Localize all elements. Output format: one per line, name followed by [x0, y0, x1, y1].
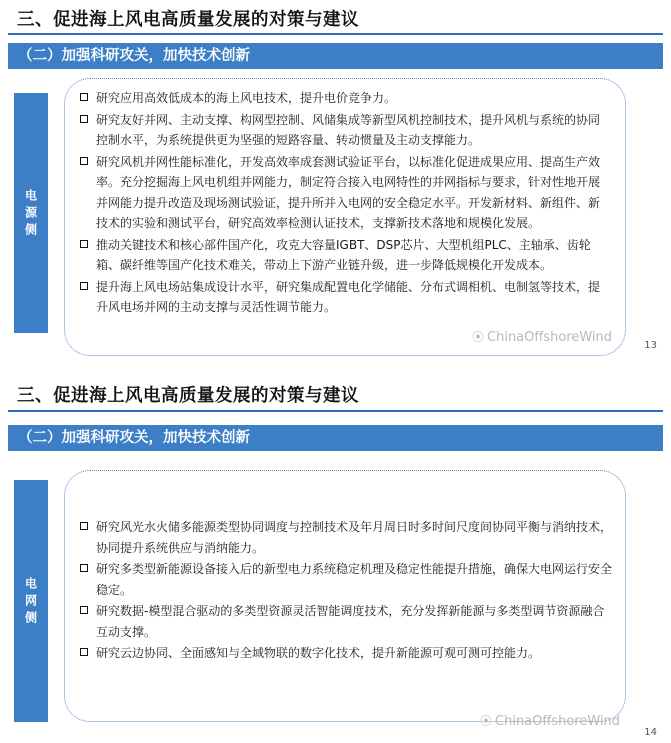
slide-heading: 三、促进海上风电高质量发展的对策与建议 [17, 386, 359, 406]
page-number: 13 [644, 340, 657, 351]
list-item-text: 研究风机并网性能标准化，开发高效率成套测试验证平台，以标准化促进成果应用、提高生产效率。充分挖掘海上风电机组并网能力，制定符合接入电网特性的并网指标与要求，针对性地开展并网能力提升改造及现场测试验证，提升所并入电网的安全稳定水平。开发新材料、新组件、新技术的实验和测试平台，研究高效率检测认证技术，支撑新技术落地和规模化发展。 [96, 154, 601, 230]
slide-13 [0, 0, 671, 370]
wechat-icon: ⦿ [472, 330, 485, 344]
list-item [80, 517, 612, 558]
bullet-list [80, 517, 612, 665]
list-item-text: 提升海上风电场站集成设计水平，研究集成配置电化学储能、分布式调相机、电制氢等技术，提升风电场并网的主动支撑与灵活性调节能力。 [96, 279, 601, 314]
wechat-icon: ⦿ [480, 714, 493, 728]
list-item-text: 研究应用高效低成本的海上风电技术，提升电价竞争力。 [96, 91, 397, 105]
list-item-text: 推动关键技术和核心部件国产化，攻克大容量IGBT、DSP芯片、大型机组PLC、主轴承、齿轮箱、碳纤维等国产化技术难关，带动上下游产业链升级，进一步降低规模化开发成本。 [96, 237, 591, 272]
slide-heading: 三、促进海上风电高质量发展的对策与建议 [17, 10, 359, 30]
square-bullet-icon [80, 282, 88, 290]
bullet-list [80, 88, 610, 319]
square-bullet-icon [80, 93, 88, 101]
list-item [80, 235, 610, 276]
list-item [80, 88, 610, 109]
list-item [80, 643, 612, 664]
page-number: 14 [644, 727, 657, 738]
watermark [480, 712, 620, 729]
watermark-text: ChinaOffshoreWind [495, 714, 621, 729]
list-item-text: 研究多类型新能源设备接入后的新型电力系统稳定机理及稳定性能提升措施，确保大电网运行安全稳定。 [96, 562, 613, 597]
square-bullet-icon [80, 115, 88, 123]
square-bullet-icon [80, 157, 88, 165]
watermark [472, 328, 612, 345]
list-item [80, 152, 610, 234]
list-item-text: 研究风光水火储多能源类型协同调度与控制技术及年月周日时多时间尺度间协同平衡与消纳技术，协同提升系统供应与消纳能力。 [96, 520, 613, 555]
list-item [80, 559, 612, 600]
list-item-text: 研究友好并网、主动支撑、构网型控制、风储集成等新型风机控制技术，提升风机与系统的协同控制水平，为系统提供更为坚强的短路容量、转动惯量及主动支撑能力。 [96, 112, 601, 147]
section-banner: （二）加强科研攻关，加快技术创新 [8, 425, 663, 451]
heading-divider [8, 410, 663, 412]
square-bullet-icon [80, 606, 88, 614]
square-bullet-icon [80, 648, 88, 656]
square-bullet-icon [80, 564, 88, 572]
side-label-tab [14, 480, 48, 722]
list-item-text: 研究云边协同、全面感知与全域物联的数字化技术，提升新能源可观可测可控能力。 [96, 646, 541, 660]
square-bullet-icon [80, 522, 88, 530]
list-item [80, 601, 612, 642]
side-label-tab [14, 93, 48, 333]
heading-divider [8, 33, 663, 35]
list-item [80, 277, 610, 318]
side-label: 电 源 侧 [24, 188, 37, 237]
section-banner: （二）加强科研攻关，加快技术创新 [8, 43, 663, 69]
watermark-text: ChinaOffshoreWind [487, 330, 613, 345]
slide-14 [0, 372, 671, 742]
side-label: 电 网 侧 [24, 576, 37, 625]
list-item [80, 110, 610, 151]
square-bullet-icon [80, 240, 88, 248]
list-item-text: 研究数据-模型混合驱动的多类型资源灵活智能调度技术，充分发挥新能源与多类型调节资源融合互动支撑。 [96, 604, 605, 639]
